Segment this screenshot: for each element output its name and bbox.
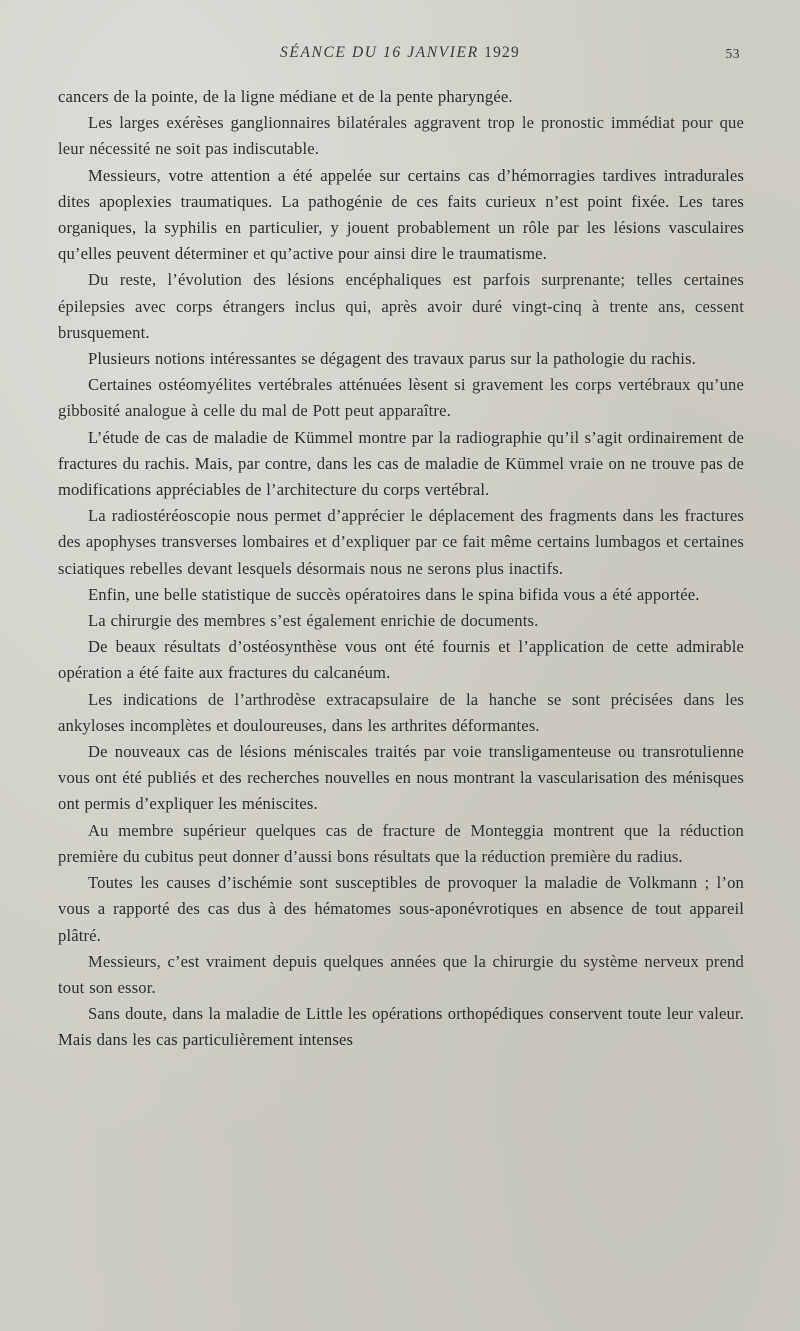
paragraph: Du reste, l’évolution des lésions encéphaliques est parfois surprenante; telles certaines épilepsies avec corps étrangers inclus qui, après avoir duré vingt-cinq à trente ans, cessent brusquement. (58, 270, 744, 342)
page-header (60, 44, 740, 66)
running-title (60, 44, 740, 62)
paragraph: L’étude de cas de maladie de Kümmel montre par la radiographie qu’il s’agit ordinairement de fractures du rachis. Mais, par contre, dans les cas de maladie de Kümmel vraie on ne trouve pas de modifications appréciables de l’architecture du corps vertébral. (58, 427, 744, 500)
paragraph: La chirurgie des membres s’est également enrichie de documents. (88, 611, 539, 631)
page-body-text (58, 84, 744, 1054)
paragraph: Messieurs, votre attention a été appelée sur certains cas d’hémorragies tardives intradurales dites apoplexies traumatiques. La pathogénie de ces faits curieux n’est point fixée. Les tares organiques, la syphilis en particulier, y jouent probablement un rôle par les lésions vasculaires qu’elles peuvent déterminer et qu’active pour ainsi dire le traumatisme. (58, 165, 744, 264)
paragraph: La radiostéréoscopie nous permet d’apprécier le déplacement des fragments dans les fractures des apophyses transverses lombaires et d’expliquer par ce fait même certains lumbagos et certaines sciatiques rebelles devant lesquels désormais nous ne serons plus inactifs. (58, 506, 744, 578)
paragraph: Toutes les causes d’ischémie sont susceptibles de provoquer la maladie de Volkmann ; l’on vous a rapporté des cas dus à des hématomes sous-aponévrotiques en absence de tout appareil plâtré. (58, 873, 744, 945)
running-title-text: SÉANCE DU 16 JANVIER (280, 44, 479, 61)
paragraph: Certaines ostéomyélites vertébrales atténuées lèsent si gravement les corps vertébraux qu’une gibbosité analogue à celle du mal de Pott peut apparaître. (58, 375, 744, 421)
paragraph: De nouveaux cas de lésions méniscales traités par voie transligamenteuse ou transrotulienne vous ont été publiés et des recherches nouvelles en nous montrant la vascularisation des ménisques ont permis d’expliquer les méniscites. (58, 742, 744, 814)
paragraph: Plusieurs notions intéressantes se dégagent des travaux parus sur la pathologie du rachis. (88, 349, 696, 369)
paragraph: De beaux résultats d’ostéosynthèse vous ont été fournis et l’application de cette admirable opération a été faite aux fractures du calcanéum. (58, 637, 744, 683)
paragraph: Les larges exérèses ganglionnaires bilatérales aggravent trop le pronostic immédiat pour que leur nécessité ne soit pas indiscutable. (58, 113, 744, 159)
paragraph: Au membre supérieur quelques cas de fracture de Monteggia montrent que la réduction première du cubitus peut donner d’aussi bons résultats que la réduction première du radius. (58, 820, 744, 866)
page-number: 53 (725, 46, 740, 61)
paragraph: Enfin, une belle statistique de succès opératoires dans le spina bifida vous a été apportée. (88, 584, 700, 604)
paragraph: cancers de la pointe, de la ligne médiane et de la pente pharyngée. (58, 87, 513, 106)
paragraph: Sans doute, dans la maladie de Little les opérations orthopédiques conservent toute leur valeur. Mais dans les cas particulièrement intenses (58, 1004, 744, 1050)
paragraph: Messieurs, c’est vraiment depuis quelques années que la chirurgie du système nerveux prend tout son essor. (58, 951, 744, 997)
paragraph: Les indications de l’arthrodèse extracapsulaire de la hanche se sont précisées dans les ankyloses incomplètes et douloureuses, dans les arthrites déformantes. (58, 689, 744, 735)
running-title-year: 1929 (484, 44, 520, 61)
